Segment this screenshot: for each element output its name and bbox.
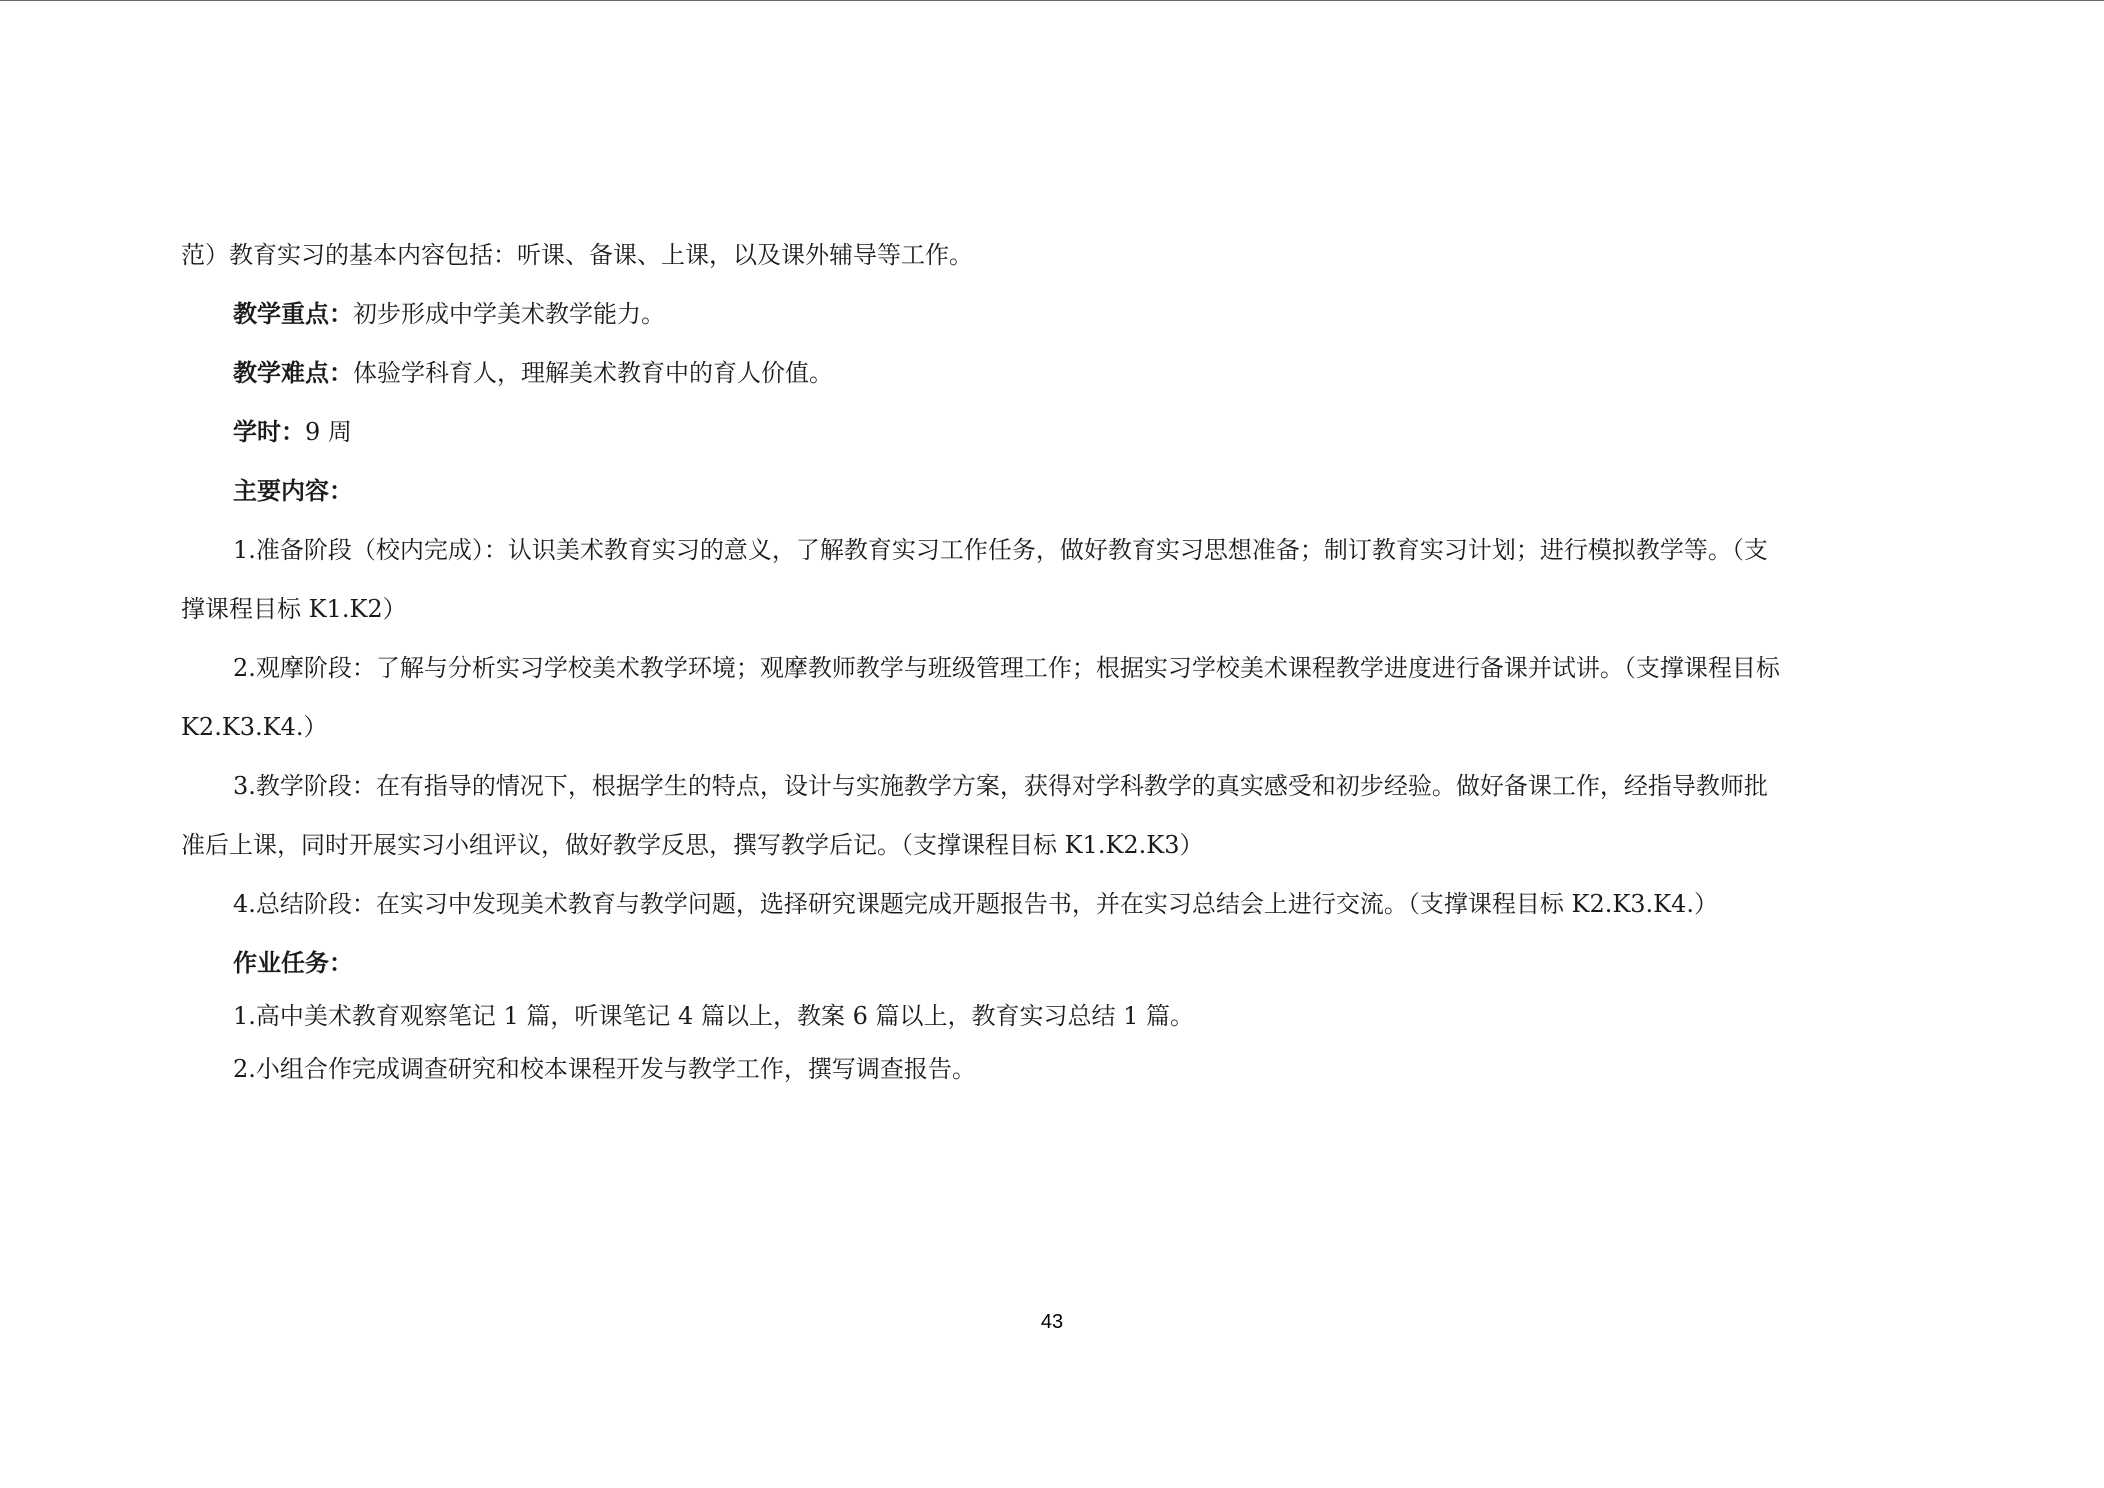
stage-1-line-1: 1.准备阶段（校内完成）：认识美术教育实习的意义，了解教育实习工作任务，做好教育实习思想准备；制订教育实习计划；进行模拟教学等。（支 — [233, 536, 1768, 564]
assignment-item-2: 2.小组合作完成调查研究和校本课程开发与教学工作，撰写调查报告。 — [233, 1055, 976, 1083]
assignments-heading: 作业任务： — [233, 949, 353, 977]
stage-3-line-1: 3.教学阶段：在有指导的情况下，根据学生的特点，设计与实施教学方案，获得对学科教学的真实感受和初步经验。做好备课工作，经指导教师批 — [233, 772, 1768, 800]
stage-3-line-2: 准后上课，同时开展实习小组评议，做好教学反思，撰写教学后记。（支撑课程目标 K1.K2.K3） — [181, 831, 1204, 859]
stage-1-line-2: 撑课程目标 K1.K2） — [181, 595, 407, 623]
page-number: 43 — [1040, 1311, 1064, 1333]
teaching-focus-label: 教学重点： — [233, 300, 353, 328]
teaching-difficulty-label: 教学难点： — [233, 359, 353, 387]
teaching-focus — [181, 294, 1916, 353]
assignment-item-1: 1.高中美术教育观察笔记 1 篇，听课笔记 4 篇以上，教案 6 篇以上，教育实习总结 1 篇。 — [233, 1002, 1195, 1030]
class-hours-label: 学时： — [233, 418, 305, 446]
teaching-focus-text: 初步形成中学美术教学能力。 — [353, 300, 665, 328]
stage-2-line-1: 2.观摩阶段：了解与分析实习学校美术教学环境；观摩教师教学与班级管理工作；根据实习学校美术课程教学进度进行备课并试讲。（支撑课程目标 — [233, 654, 1780, 682]
stage-2-line-2: K2.K3.K4.） — [181, 713, 328, 741]
teaching-difficulty-text: 体验学科育人，理解美术教育中的育人价值。 — [353, 359, 833, 387]
stage-4-line-1: 4.总结阶段：在实习中发现美术教育与教学问题，选择研究课题完成开题报告书，并在实习总结会上进行交流。（支撑课程目标 K2.K3.K4.） — [233, 890, 1719, 918]
teaching-difficulty — [181, 353, 1916, 412]
intro-paragraph-line: 范）教育实习的基本内容包括：听课、备课、上课，以及课外辅导等工作。 — [181, 241, 973, 269]
class-hours-text: 9 周 — [305, 418, 352, 446]
class-hours — [181, 412, 1916, 471]
main-content-heading: 主要内容： — [233, 477, 353, 505]
page-body — [181, 235, 1916, 1102]
